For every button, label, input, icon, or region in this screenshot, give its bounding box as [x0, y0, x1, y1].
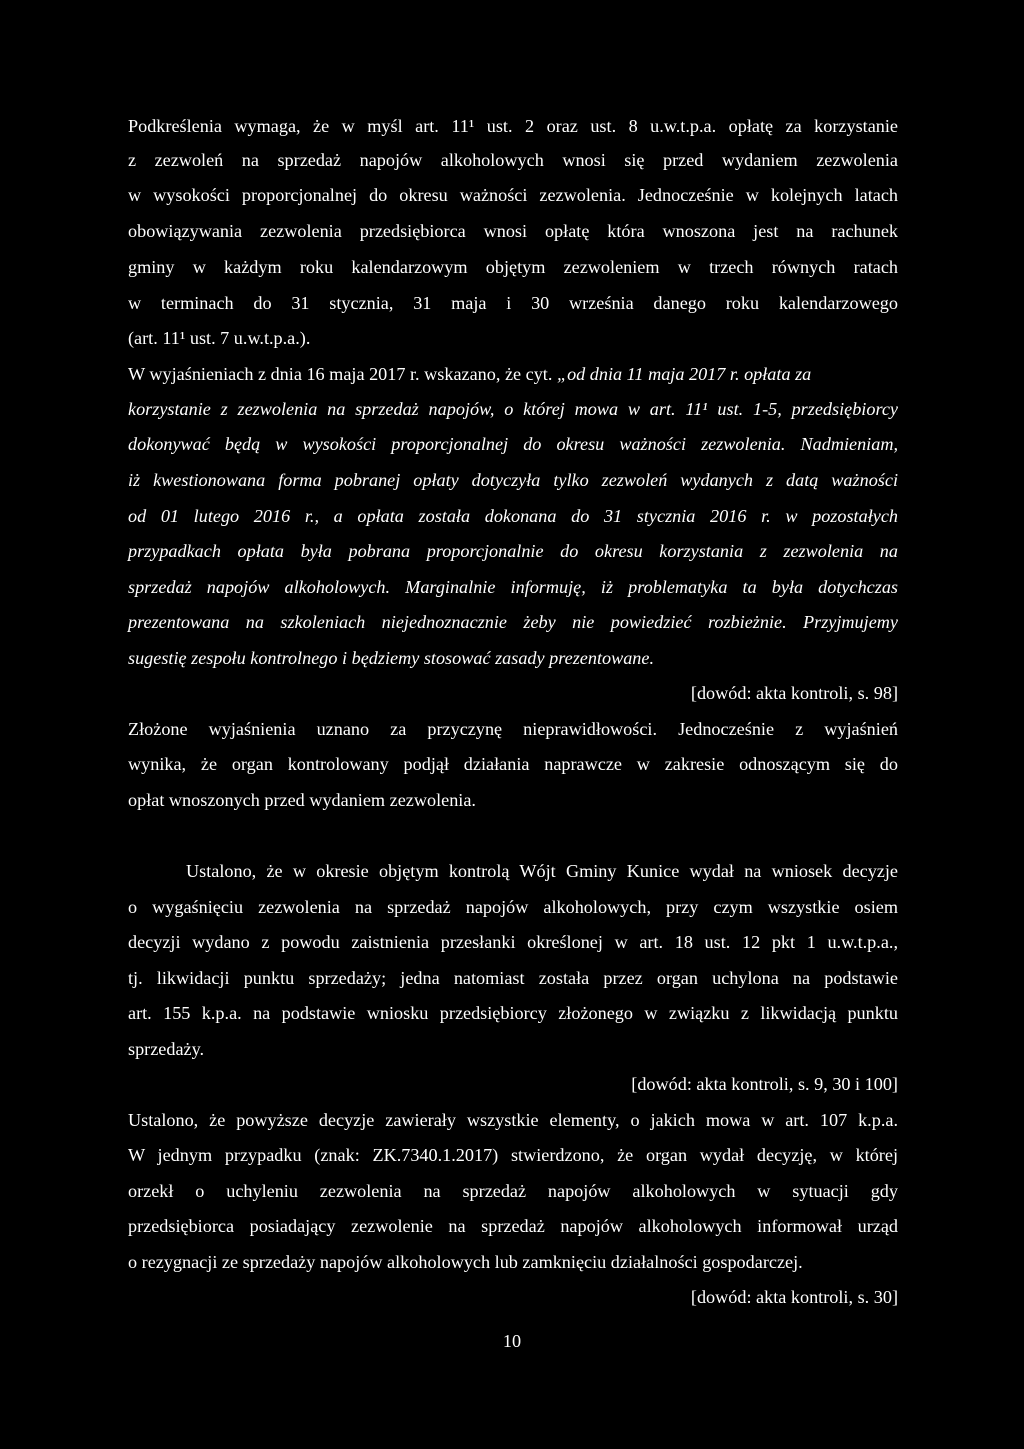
quote-line: prezentowana na szkoleniach niejednoznacznie żeby nie powiedzieć rozbieżnie. Przyjmujemy: [128, 612, 898, 632]
text-line: decyzji wydano z powodu zaistnienia przesłanki określonej w art. 18 ust. 12 pkt 1 u.w.t.p.a.,: [128, 932, 898, 952]
text-line: obowiązywania zezwolenia przedsiębiorca wnosi opłatę która wnoszona jest na rachunek: [128, 221, 898, 241]
text-line: Złożone wyjaśnienia uznano za przyczynę nieprawidłowości. Jednocześnie z wyjaśnień: [128, 719, 898, 739]
page-number: 10: [502, 1331, 522, 1351]
text-line: W jednym przypadku (znak: ZK.7340.1.2017) stwierdzono, że organ wydał decyzję, w której: [128, 1145, 898, 1165]
quote-line: od 01 lutego 2016 r., a opłata została dokonana do 31 stycznia 2016 r. w pozostałych: [128, 506, 898, 526]
text-line: Ustalono, że powyższe decyzje zawierały wszystkie elementy, o jakich mowa w art. 107 k.p.a.: [128, 1110, 898, 1130]
text-line: w terminach do 31 stycznia, 31 maja i 30 września danego roku kalendarzowego: [128, 293, 898, 313]
text-line: orzekł o uchyleniu zezwolenia na sprzedaż napojów alkoholowych w sytuacji gdy: [128, 1181, 898, 1201]
text-line: o rezygnacji ze sprzedaży napojów alkoholowych lub zamknięciu działalności gospodarczej.: [128, 1252, 803, 1272]
text-line: [128, 362, 898, 386]
text-line: gminy w każdym roku kalendarzowym objętym zezwoleniem w trzech równych ratach: [128, 257, 898, 277]
text-line: przedsiębiorca posiadający zezwolenie na sprzedaż napojów alkoholowych informował urząd: [128, 1216, 898, 1236]
evidence-reference: [dowód: akta kontroli, s. 9, 30 i 100]: [631, 1074, 898, 1094]
text-line: wynika, że organ kontrolowany podjął działania naprawcze w zakresie odnoszącym się do: [128, 754, 898, 774]
text-line: [128, 148, 898, 172]
text-line: art. 155 k.p.a. na podstawie wniosku przedsiębiorcy złożonego w związku z likwidacją punktu: [128, 1003, 898, 1023]
quote-line: dokonywać będą w wysokości proporcjonalnej do okresu ważności zezwolenia. Nadmieniam,: [128, 434, 898, 454]
quote-line: sprzedaż napojów alkoholowych. Marginalnie informuję, iż problematyka ta była dotychczas: [128, 577, 898, 597]
evidence-reference: [dowód: akta kontroli, s. 30]: [690, 1287, 898, 1307]
text-span: W wyjaśnieniach z dnia 16 maja 2017 r. wskazano, że cyt.: [128, 364, 557, 384]
quote-line: sugestię zespołu kontrolnego i będziemy stosować zasady prezentowane.: [128, 648, 655, 668]
quote-line: przypadkach opłata była pobrana proporcjonalnie do okresu korzystania z zezwolenia na: [128, 541, 898, 561]
text-line: tj. likwidacji punktu sprzedaży; jedna natomiast została przez organ uchylona na podstawie: [128, 968, 898, 988]
text-line: Podkreślenia wymaga, że w myśl art. 11¹ ust. 2 oraz ust. 8 u.w.t.p.a. opłatę za korzystanie: [128, 116, 898, 136]
text-line: o wygaśnięciu zezwolenia na sprzedaż napojów alkoholowych, przy czym wszystkie osiem: [128, 897, 898, 917]
quote-line: iż kwestionowana forma pobranej opłaty dotyczyła tylko zezwoleń wydanych z datą ważności: [128, 470, 898, 490]
text-line: Ustalono, że w okresie objętym kontrolą Wójt Gminy Kunice wydał na wniosek decyzje: [186, 861, 898, 881]
quote-span: „od dnia 11 maja 2017 r. opłata za: [556, 364, 812, 384]
text-line: (art. 11¹ ust. 7 u.w.t.p.a.).: [128, 328, 311, 348]
text-line: w wysokości proporcjonalnej do okresu ważności zezwolenia. Jednocześnie w kolejnych latach: [128, 185, 898, 205]
quote-line: korzystanie z zezwolenia na sprzedaż napojów, o której mowa w art. 11¹ ust. 1-5, przedsiębiorcy: [128, 399, 898, 419]
evidence-reference: [dowód: akta kontroli, s. 98]: [690, 683, 898, 703]
text-span: z zezwoleń na sprzedaż napojów alkoholowych wnosi się przed wydaniem zezwolenia: [128, 150, 898, 170]
text-line: opłat wnoszonych przed wydaniem zezwolenia.: [128, 790, 476, 810]
text-line: sprzedaży.: [128, 1039, 205, 1059]
